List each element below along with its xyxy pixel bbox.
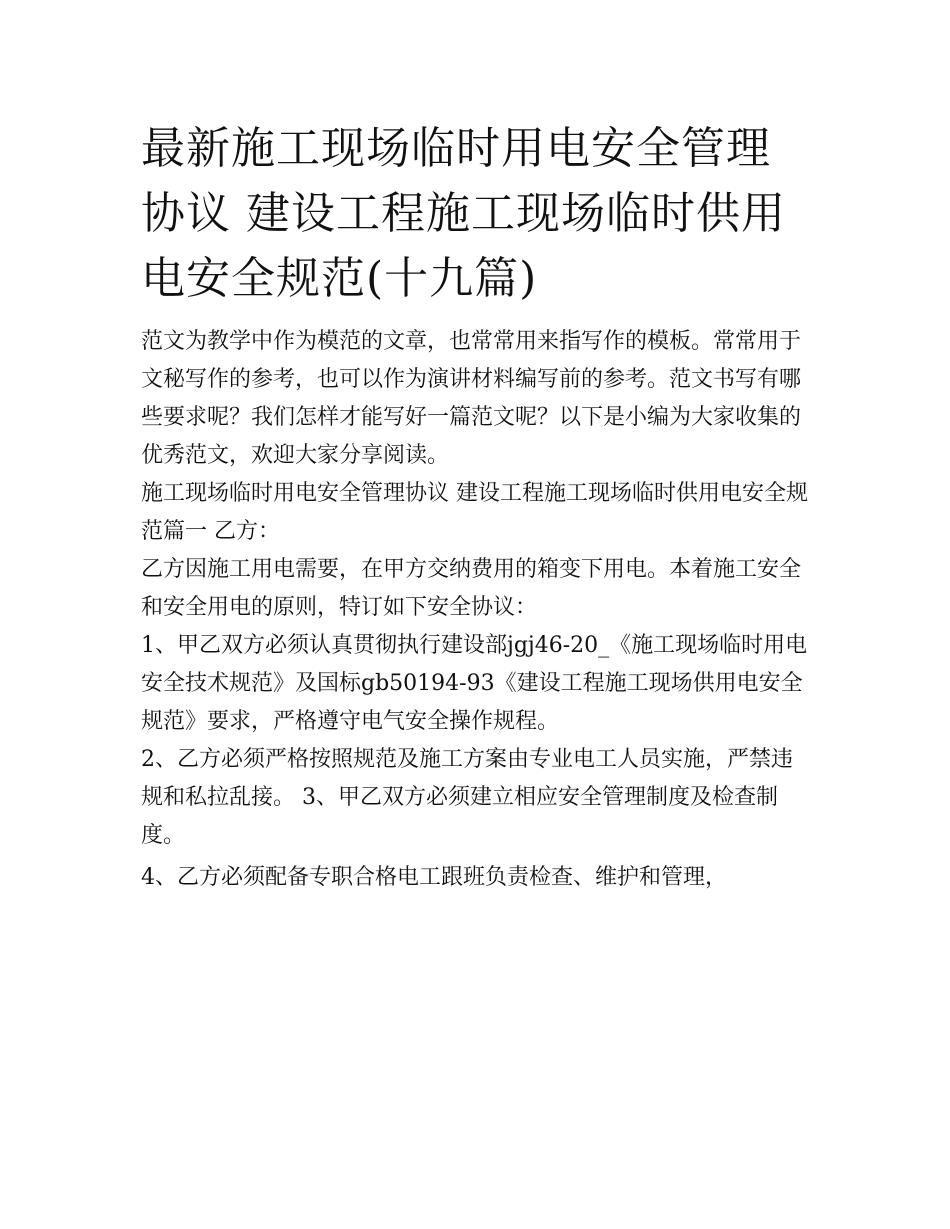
document-content (141, 116, 813, 897)
paragraph-clause-1: 1、甲乙双方必须认真贯彻执行建设部jgj46-20_《施工现场临时用电安全技术规范》及国标gb50194-93《建设工程施工现场供用电安全规范》要求，严格遵守电气安全操作规程。 (141, 633, 808, 734)
paragraph-agreement-intro: 乙方因施工用电需要，在甲方交纳费用的箱变下用电。本着施工安全和安全用电的原则，特订如下安全协议： (141, 557, 802, 620)
document-title: 最新施工现场临时用电安全管理协议 建设工程施工现场临时供用电安全规范(十九篇) (141, 123, 786, 304)
paragraph-clause-4: 4、乙方必须配备专职合格电工跟班负责检查、维护和管理， (141, 865, 727, 890)
paragraph-clause-2-3: 2、乙方必须严格按照规范及施工方案由专业电工人员实施，严禁违规和私拉乱接。 3、甲乙双方必须建立相应安全管理制度及检查制度。 (141, 747, 793, 848)
paragraph-section-heading: 施工现场临时用电安全管理协议 建设工程施工现场临时供用电安全规范篇一 乙方： (141, 481, 808, 544)
paragraph-intro: 范文为教学中作为模范的文章，也常常用来指写作的模板。常常用于文秘写作的参考，也可以作为演讲材料编写前的参考。范文书写有哪些要求呢？我们怎样才能写好一篇范文呢？以下是小编为大家收集的优秀范文，欢迎大家分享阅读。 (141, 329, 802, 468)
